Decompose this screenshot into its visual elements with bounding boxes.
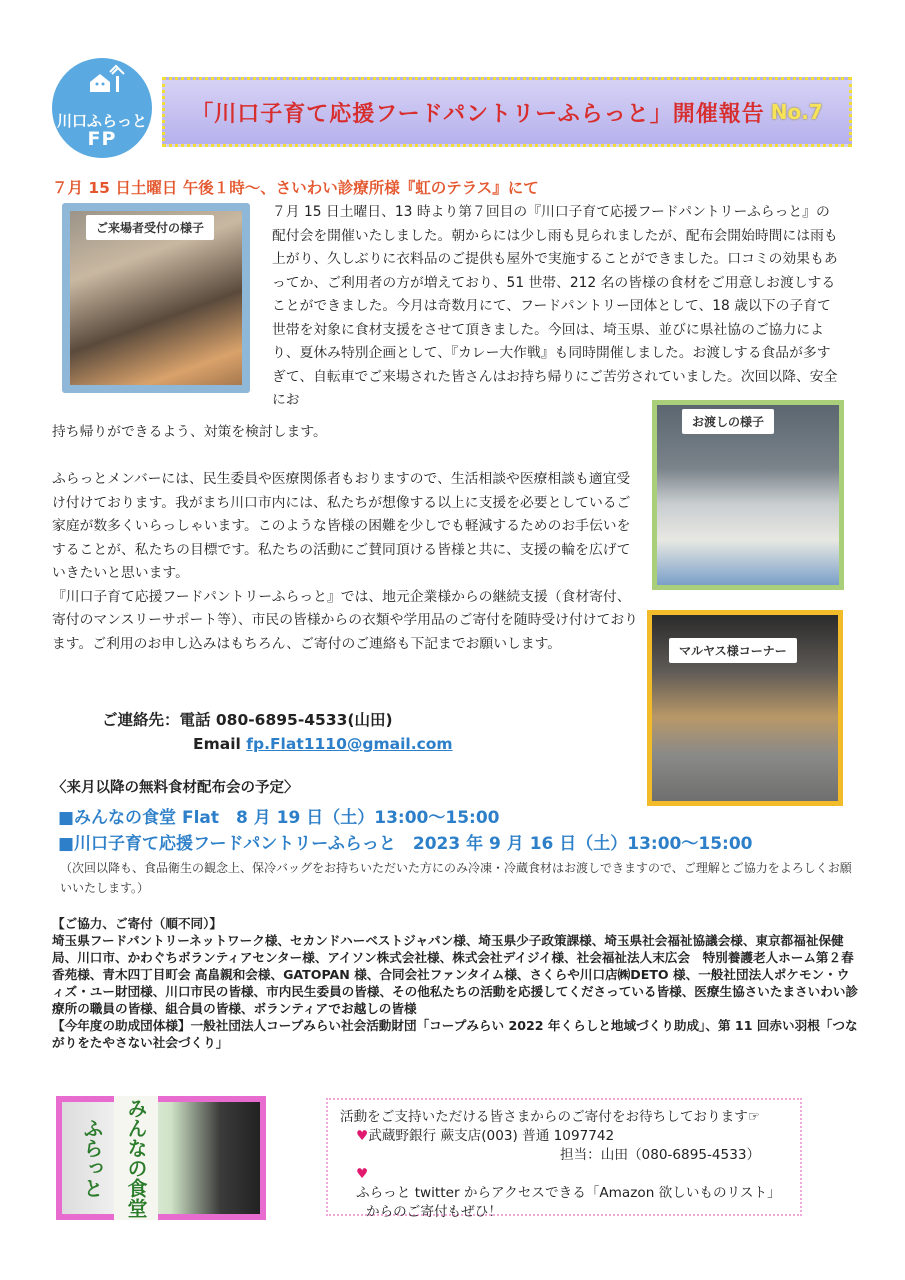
- schedule-item: ■川口子育て応援フードパントリーふらっと 2023 年 9 月 16 日（土）13:00～15:00: [58, 834, 753, 854]
- title-banner: [162, 77, 852, 147]
- heart-icon: ♥: [356, 1166, 369, 1182]
- credits-heading: 【ご協力、ご寄付（順不同）】: [52, 916, 223, 931]
- logo-fp: FP: [87, 128, 117, 150]
- credits-body: 埼玉県フードパントリーネットワーク様、セカンドハーベストジャパン様、埼玉県少子政策課様、埼玉県社会福祉協議会様、東京都福祉保健局、川口市、かわぐちボランティアセンター様、アイソン株式会社様、株式会社デイジイ様、社会福祉法人末広会 特別養護老人ホーム第２春香苑様、青木四丁目町会 高畠親和会様、GATOPAN 様、合同会社ファンタイム様、さくらや川口店㈱DETO 様、一般社団法人ポケモン・ウィズ・ユー財団様、川口市民の皆様、市内民生委員の皆様、その他私たちの活動を応援してくださっている皆様、医療生協さいたまさいわい診療所の職員の皆様、組合員の皆様、ボランティアでお越しの皆様: [52, 933, 858, 1016]
- grant-text: 【今年度の助成団体様】一般社団法人コープみらい社会活動財団「コープみらい 2022 年くらしと地域づくり助成」、第 11 回赤い羽根「つながりをたやさない社会づくり」: [52, 1018, 858, 1050]
- donation-contact: 担当：山田（080-6895-4533）: [560, 1147, 761, 1163]
- handover-caption: お渡しの様子: [682, 409, 774, 434]
- support-text: 『川口子育て応援フードパントリーふらっと』では、地元企業様からの継続支援（食材寄付、寄付のマンスリーサポート等）、市民の皆様からの衣類や学用品のご寄付を随時受け付けております。ご利用のお申し込みはもちろん、ご寄付のご連絡も下記までお願いします。: [52, 588, 638, 652]
- event-subtitle: ７月 15 日土曜日 午後１時～、さいわい診療所様『虹のテラス』にて: [52, 179, 539, 197]
- wishlist-text-2: からのご寄付もぜひ！: [366, 1204, 502, 1220]
- schedule-item: ■みんなの食堂 Flat 8 月 19 日（土）13:00～15:00: [58, 808, 500, 828]
- intro-paragraph-tail: 持ち帰りができるよう、対策を検討します。: [52, 424, 327, 440]
- credits-block: [52, 915, 860, 1051]
- heart-icon: ♥: [356, 1128, 369, 1144]
- donation-lead: 活動をご支持いただける皆さまからのご寄付をお待ちしております☞: [340, 1109, 760, 1125]
- logo-text: 川口ふらっと: [56, 112, 147, 130]
- members-text: ふらっとメンバーには、民生委員や医療関係者もおりますので、生活相談や医療相談も適宜受け付けております。我がまち川口市内には、私たちが想像する以上に支援を必要としているご家庭が数多くいらっしゃいます。このような皆様の困難を少しでも軽減するためのお手伝いをすることが、私たちの目標です。私たちの活動にご賛同頂ける皆様と共に、支援の輪を広げていきたいと思います。: [52, 471, 631, 581]
- wishlist-text: ふらっと twitter からアクセスできる「Amazon 欲しいものリスト」: [356, 1185, 781, 1201]
- email-label: Email: [193, 735, 247, 753]
- reception-caption: ご来場者受付の様子: [86, 215, 214, 240]
- email-link[interactable]: fp.Flat1110@gmail.com: [246, 735, 453, 753]
- page-title: 「川口子育て応援フードパントリーふらっと」開催報告: [191, 101, 765, 127]
- schedule-heading: 〈来月以降の無料食材配布会の予定〉: [52, 780, 299, 796]
- schedule-note: （次回以降も、食品衛生の観念上、保冷バッグをお持ちいただいた方にのみ冷凍・冷蔵食材はお渡しできますので、ご理解とご協力をよろしくお願いいたします。）: [60, 861, 852, 895]
- maruyasu-caption: マルヤス様コーナー: [669, 638, 797, 663]
- maruyasu-photo: [647, 610, 843, 806]
- contact-block: [102, 708, 453, 756]
- bank-account: 武蔵野銀行 蕨支店(003) 普通 1097742: [368, 1128, 615, 1144]
- handover-photo: [652, 400, 844, 590]
- issue-number: No.7: [770, 100, 823, 124]
- reception-photo: [62, 203, 250, 393]
- members-paragraph: [52, 468, 642, 656]
- logo: [52, 58, 152, 158]
- contact-phone: ご連絡先：電話 080-6895-4533(山田): [102, 711, 393, 729]
- sign-photo: [56, 1096, 266, 1220]
- house-tree-icon: [86, 64, 126, 98]
- donation-box: [326, 1098, 802, 1220]
- intro-paragraph: ７月 15 日土曜日、13 時より第７回目の『川口子育て応援フードパントリーふらっと』の配付会を開催いたしました。朝からには少し雨も見られましたが、配布会開始時間には雨も上がり、久しぶりに衣料品のご提供も屋外で実施することができました。口コミの効果もあってか、ご利用者の方が増えており、51 世帯、212 名の皆様の食材をご用意しお渡しすることができました。今月は奇数月にて、フードパントリー団体として、18 歳以下の子育て世帯を対象に食材支援をさせて頂きました。今回は、埼玉県、並びに県社協のご協力により、夏休み特別企画として、『カレー大作戦』も同時開催しました。お渡しする食品が多すぎて、自転車でご来場された皆さんはお持ち帰りにご苦労されていました。次回以降、安全にお: [272, 204, 838, 408]
- sign-text: みんなの食堂 ふらっと: [114, 1096, 158, 1220]
